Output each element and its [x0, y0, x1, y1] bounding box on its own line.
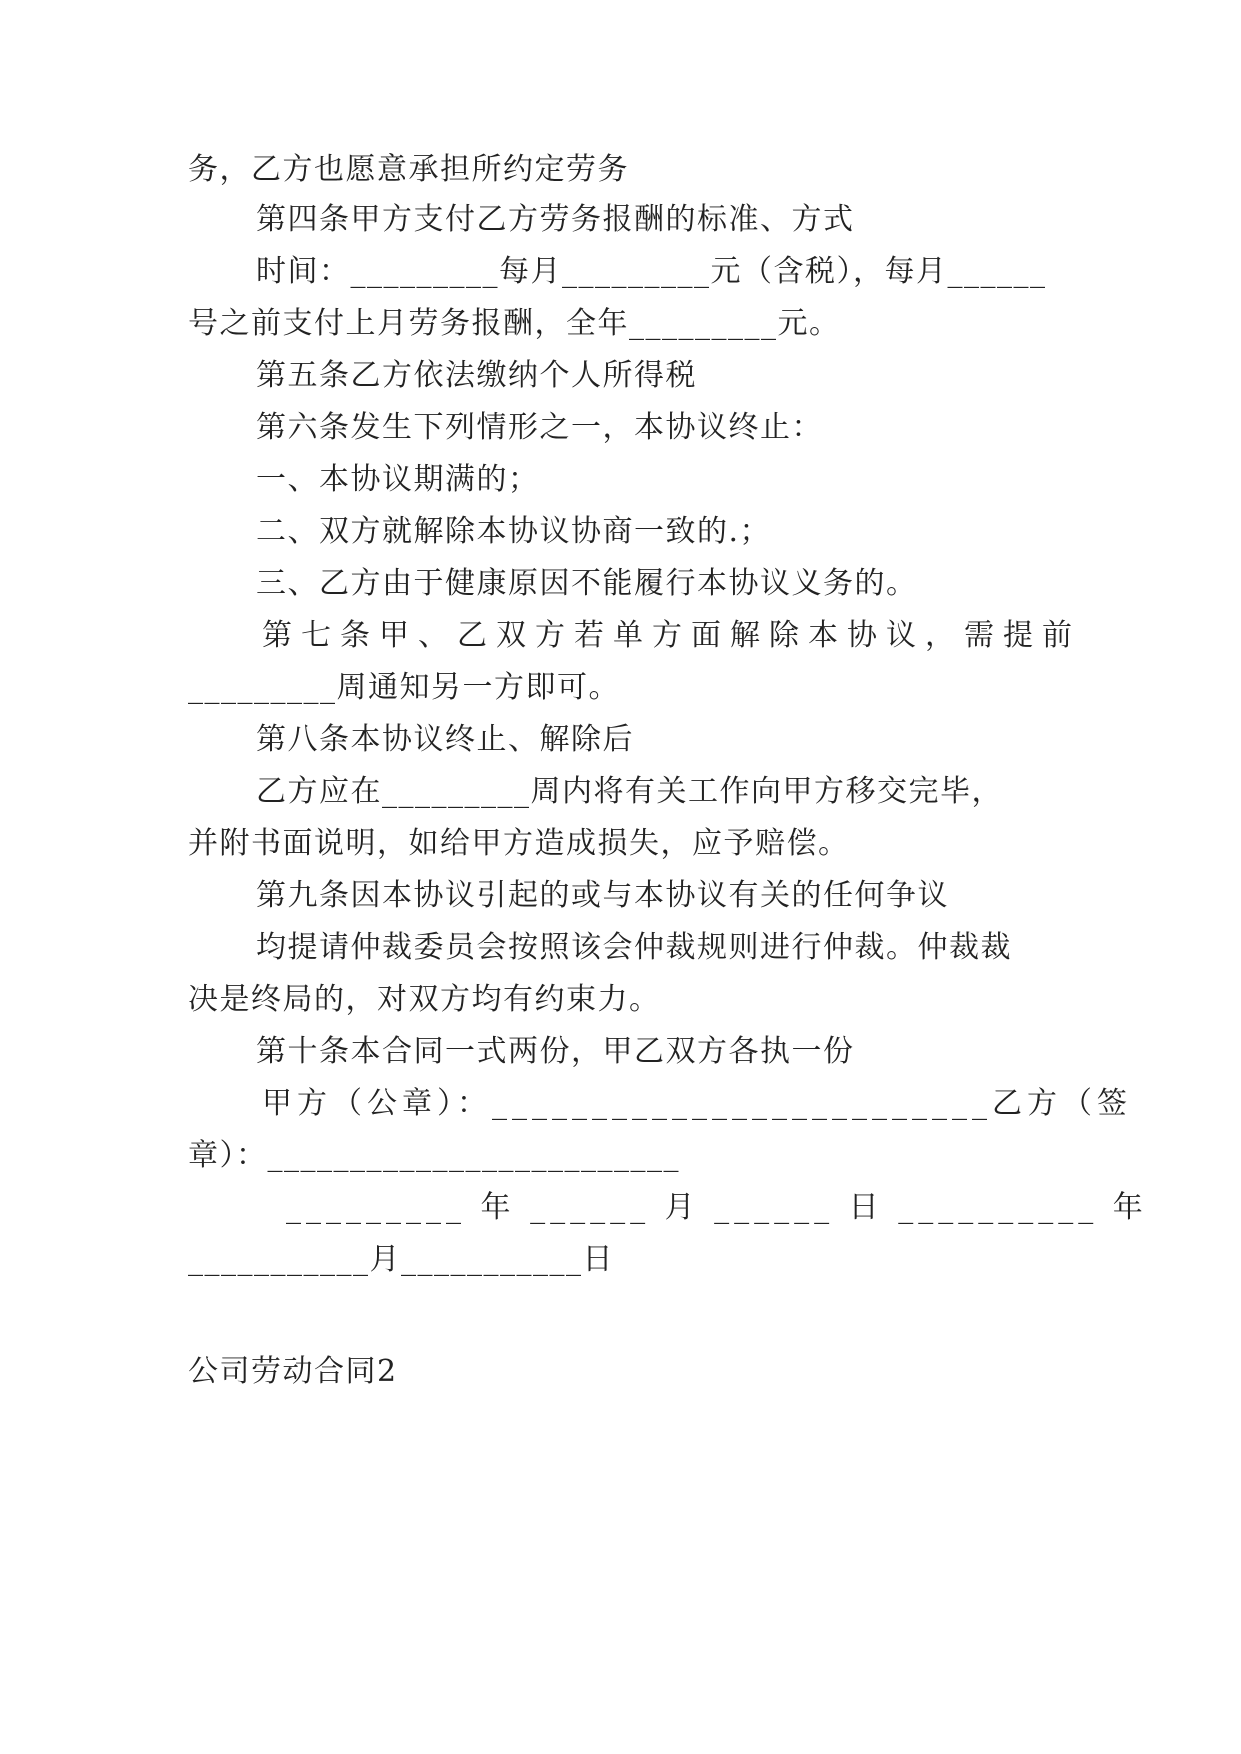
signature-line: 甲方（公章）：_________________________乙方（签 — [262, 1086, 1132, 1121]
text-line: 并附书面说明，如给甲方造成损失，应予赔偿。 — [188, 826, 850, 861]
text-line: 均提请仲裁委员会按照该会仲裁规则进行仲裁。仲裁裁 — [256, 930, 1012, 965]
date-line: _________ 年 ______ 月 ______ 日 __________ 年 — [286, 1190, 1148, 1225]
text-line: 决是终局的，对双方均有约束力。 — [188, 982, 661, 1017]
signature-line: 章）：_________________________ — [188, 1138, 680, 1173]
list-item: 二、双方就解除本协议协商一致的.； — [256, 514, 772, 549]
clause-9-heading: 第九条因本协议引起的或与本协议有关的任何争议 — [256, 878, 949, 913]
text-line: 时间：_________每月_________元（含税），每月______ — [256, 254, 1047, 289]
clause-10-heading: 第十条本合同一式两份，甲乙双方各执一份 — [256, 1034, 855, 1069]
date-line: ___________月___________日 — [188, 1242, 614, 1277]
clause-4-heading: 第四条甲方支付乙方劳务报酬的标准、方式 — [256, 202, 855, 237]
list-item: 三、乙方由于健康原因不能履行本协议义务的。 — [256, 566, 918, 601]
list-item: 一、本协议期满的； — [256, 462, 540, 497]
text-line: 号之前支付上月劳务报酬，全年_________元。 — [188, 306, 841, 341]
clause-5-heading: 第五条乙方依法缴纳个人所得税 — [256, 358, 697, 393]
section-title: 公司劳动合同2 — [188, 1354, 398, 1389]
clause-6-heading: 第六条发生下列情形之一，本协议终止： — [256, 410, 823, 445]
text-line: 乙方应在_________周内将有关工作向甲方移交完毕， — [256, 774, 1003, 809]
text-line: _________周通知另一方即可。 — [188, 670, 620, 705]
clause-7-heading: 第七条甲、乙双方若单方面解除本协议，需提前 — [262, 618, 1081, 653]
text-line: 务，乙方也愿意承担所约定劳务 — [188, 152, 629, 187]
clause-8-heading: 第八条本协议终止、解除后 — [256, 722, 634, 757]
